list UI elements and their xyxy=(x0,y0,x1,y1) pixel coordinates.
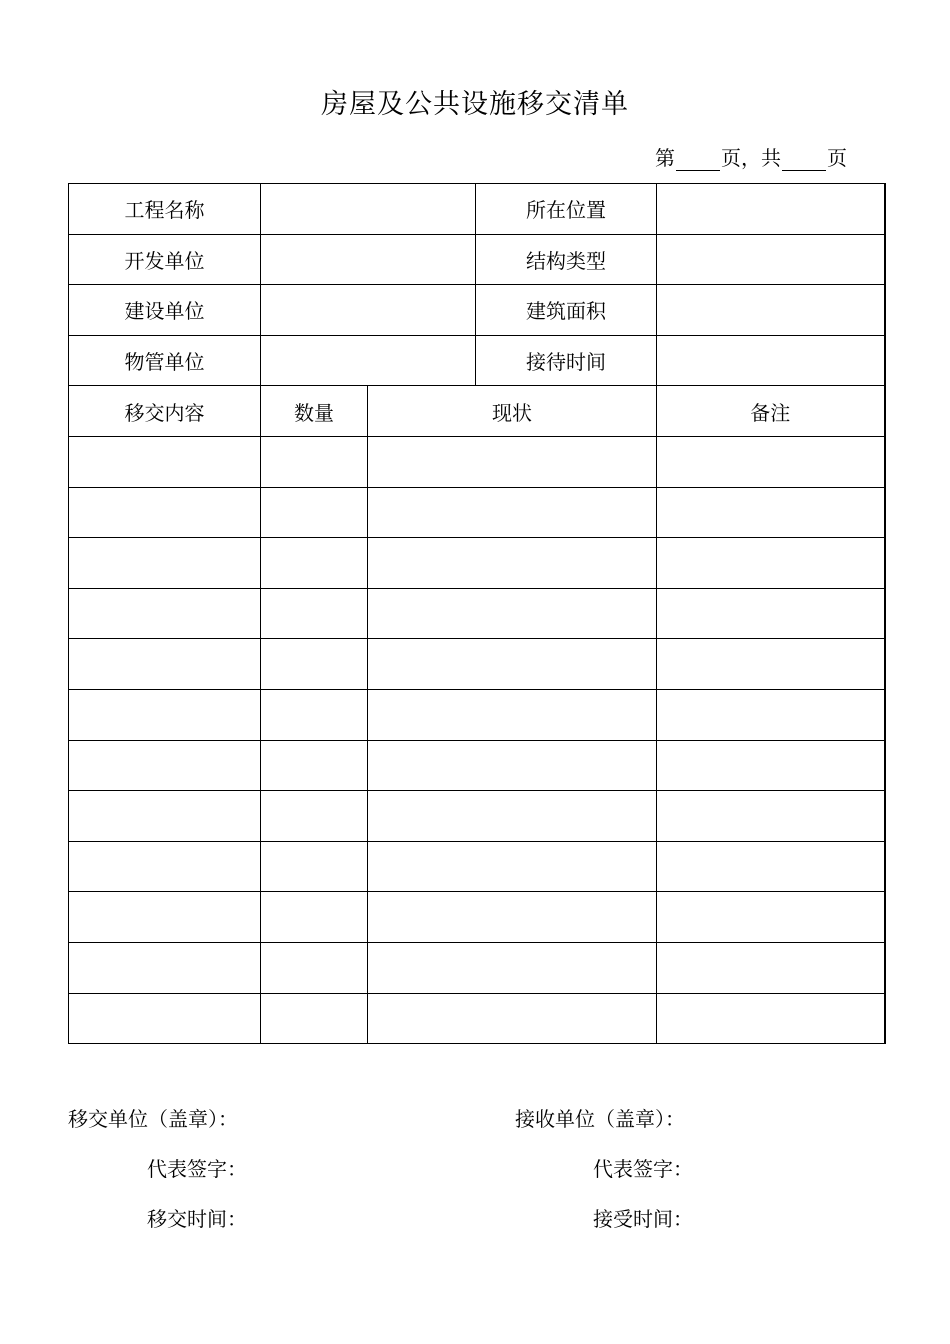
item-condition-field[interactable] xyxy=(368,993,657,1044)
table-row xyxy=(69,689,885,740)
item-content-field[interactable] xyxy=(69,993,261,1044)
handover-rep-label: 代表签字： xyxy=(147,1157,247,1181)
page-current-field[interactable] xyxy=(676,148,720,171)
items-body xyxy=(69,436,885,1043)
header-quantity: 数量 xyxy=(261,386,368,437)
info-label: 开发单位 xyxy=(69,234,261,285)
item-condition-field[interactable] xyxy=(368,436,657,487)
info-row xyxy=(69,285,885,336)
item-remarks-field[interactable] xyxy=(657,588,885,639)
item-remarks-field[interactable] xyxy=(657,942,885,993)
table-row xyxy=(69,436,885,487)
item-remarks-field[interactable] xyxy=(657,791,885,842)
handover-table xyxy=(68,183,886,1044)
item-remarks-field[interactable] xyxy=(657,538,885,589)
item-remarks-field[interactable] xyxy=(657,740,885,791)
receiving-unit-label: 接收单位（盖章）： xyxy=(515,1107,685,1131)
receiving-time-label: 接受时间： xyxy=(593,1207,693,1231)
info-label: 工程名称 xyxy=(69,184,261,235)
info-label: 建设单位 xyxy=(69,285,261,336)
item-remarks-field[interactable] xyxy=(657,892,885,943)
info-value-field[interactable] xyxy=(657,184,885,235)
item-condition-field[interactable] xyxy=(368,689,657,740)
item-content-field[interactable] xyxy=(69,942,261,993)
info-label: 所在位置 xyxy=(476,184,657,235)
item-content-field[interactable] xyxy=(69,639,261,690)
item-quantity-field[interactable] xyxy=(261,740,368,791)
info-label: 建筑面积 xyxy=(476,285,657,336)
page-prefix: 第 xyxy=(655,146,675,170)
item-remarks-field[interactable] xyxy=(657,639,885,690)
item-quantity-field[interactable] xyxy=(261,538,368,589)
info-value-field[interactable] xyxy=(261,335,476,386)
info-row xyxy=(69,234,885,285)
item-remarks-field[interactable] xyxy=(657,689,885,740)
table-row xyxy=(69,740,885,791)
item-quantity-field[interactable] xyxy=(261,487,368,538)
page-total-field[interactable] xyxy=(782,148,826,171)
header-condition: 现状 xyxy=(368,386,657,437)
item-remarks-field[interactable] xyxy=(657,841,885,892)
item-condition-field[interactable] xyxy=(368,588,657,639)
table-row xyxy=(69,892,885,943)
info-row xyxy=(69,184,885,235)
item-content-field[interactable] xyxy=(69,892,261,943)
item-quantity-field[interactable] xyxy=(261,892,368,943)
items-header-row xyxy=(69,386,885,437)
item-quantity-field[interactable] xyxy=(261,791,368,842)
item-condition-field[interactable] xyxy=(368,639,657,690)
info-label: 结构类型 xyxy=(476,234,657,285)
header-content: 移交内容 xyxy=(69,386,261,437)
table-row xyxy=(69,487,885,538)
item-condition-field[interactable] xyxy=(368,841,657,892)
handover-time-label: 移交时间： xyxy=(147,1207,247,1231)
item-remarks-field[interactable] xyxy=(657,993,885,1044)
item-remarks-field[interactable] xyxy=(657,487,885,538)
item-quantity-field[interactable] xyxy=(261,639,368,690)
table-row xyxy=(69,588,885,639)
item-content-field[interactable] xyxy=(69,588,261,639)
info-value-field[interactable] xyxy=(657,335,885,386)
item-quantity-field[interactable] xyxy=(261,942,368,993)
header-remarks: 备注 xyxy=(657,386,885,437)
item-content-field[interactable] xyxy=(69,791,261,842)
table-row xyxy=(69,791,885,842)
item-content-field[interactable] xyxy=(69,538,261,589)
item-content-field[interactable] xyxy=(69,436,261,487)
item-condition-field[interactable] xyxy=(368,740,657,791)
table-row xyxy=(69,993,885,1044)
table-row xyxy=(69,538,885,589)
item-condition-field[interactable] xyxy=(368,892,657,943)
info-value-field[interactable] xyxy=(261,234,476,285)
item-remarks-field[interactable] xyxy=(657,436,885,487)
handover-unit-label: 移交单位（盖章）： xyxy=(68,1107,238,1131)
item-content-field[interactable] xyxy=(69,689,261,740)
page-middle: 页，共 xyxy=(721,146,781,170)
item-content-field[interactable] xyxy=(69,487,261,538)
page-title: 房屋及公共设施移交清单 xyxy=(321,89,629,120)
item-content-field[interactable] xyxy=(69,740,261,791)
table-row xyxy=(69,942,885,993)
info-value-field[interactable] xyxy=(657,234,885,285)
info-value-field[interactable] xyxy=(261,285,476,336)
info-value-field[interactable] xyxy=(657,285,885,336)
receiving-rep-label: 代表签字： xyxy=(593,1157,693,1181)
item-condition-field[interactable] xyxy=(368,538,657,589)
item-quantity-field[interactable] xyxy=(261,436,368,487)
item-quantity-field[interactable] xyxy=(261,993,368,1044)
item-condition-field[interactable] xyxy=(368,942,657,993)
page-indicator xyxy=(655,142,847,171)
page-suffix: 页 xyxy=(827,146,847,170)
item-quantity-field[interactable] xyxy=(261,841,368,892)
info-row xyxy=(69,335,885,386)
item-condition-field[interactable] xyxy=(368,791,657,842)
table-row xyxy=(69,639,885,690)
table-row xyxy=(69,841,885,892)
item-quantity-field[interactable] xyxy=(261,588,368,639)
info-label: 接待时间 xyxy=(476,335,657,386)
info-value-field[interactable] xyxy=(261,184,476,235)
item-condition-field[interactable] xyxy=(368,487,657,538)
item-content-field[interactable] xyxy=(69,841,261,892)
item-quantity-field[interactable] xyxy=(261,689,368,740)
info-label: 物管单位 xyxy=(69,335,261,386)
